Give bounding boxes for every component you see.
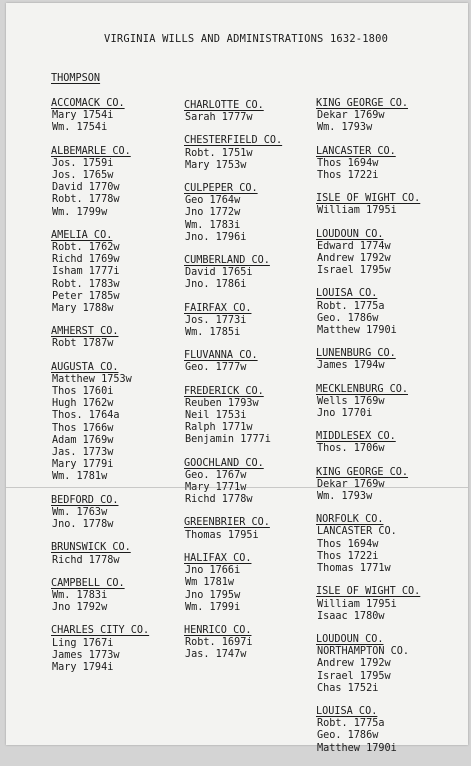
- record-entry: Robt. 1783w: [52, 278, 120, 290]
- county-block: [51, 542, 186, 566]
- record-entry: Richd 1769w: [52, 254, 120, 266]
- county-block: [184, 350, 319, 374]
- record-entry: Jno 1792w: [52, 602, 108, 614]
- county-name: CULPEPER CO.: [184, 183, 258, 195]
- record-entry: Mary 1779i: [52, 459, 114, 471]
- county-name: AUGUSTA CO.: [51, 361, 119, 373]
- record-entry: Wm. 1754i: [52, 122, 108, 134]
- record-entry: Robt 1787w: [52, 338, 114, 350]
- county-block: [184, 458, 319, 507]
- county-name: FAIRFAX CO.: [184, 302, 252, 314]
- record-entry: Thos. 1764a: [52, 410, 120, 422]
- record-entry: Wm. 1785i: [185, 327, 241, 339]
- county-block: [51, 495, 186, 532]
- county-block: [184, 100, 319, 124]
- county-name: AMHERST CO.: [51, 326, 119, 338]
- county-name: CHESTERFIELD CO.: [184, 135, 283, 147]
- county-name: BEDFORD CO.: [51, 494, 119, 506]
- county-name: KING GEORGE CO.: [316, 98, 409, 109]
- county-block: [316, 229, 451, 278]
- county-name: HENRICO CO.: [184, 624, 252, 636]
- county-name: ALBEMARLE CO.: [51, 145, 131, 157]
- record-entry: Robt. 1778w: [52, 194, 120, 206]
- county-name: MIDDLESEX CO.: [316, 431, 396, 443]
- record-entry: LANCASTER CO.: [317, 526, 397, 538]
- county-name: MECKLENBURG CO.: [316, 383, 409, 395]
- county-name: LOUISA CO.: [316, 288, 378, 300]
- column-3: [316, 98, 451, 766]
- record-entry: Thos 1722i: [317, 550, 379, 562]
- record-entry: Edward 1774w: [317, 240, 391, 252]
- record-entry: Israel 1795w: [317, 265, 391, 277]
- record-entry: Jno. 1786i: [185, 279, 247, 291]
- record-entry: Wells 1769w: [317, 395, 385, 407]
- county-name: LANCASTER CO.: [316, 145, 396, 157]
- record-entry: David 1765i: [185, 267, 253, 279]
- record-entry: Geo. 1786w: [317, 730, 379, 742]
- document-page: [6, 3, 468, 754]
- record-entry: Thos 1760i: [52, 386, 114, 398]
- record-entry: Jno. 1778w: [52, 519, 114, 531]
- record-entry: Chas 1752i: [317, 682, 379, 694]
- record-entry: Jas. 1773w: [52, 447, 114, 459]
- county-name: GOOCHLAND CO.: [184, 457, 264, 469]
- county-block: [184, 553, 319, 614]
- county-block: [184, 303, 319, 340]
- record-entry: Andrew 1792w: [317, 658, 391, 670]
- record-entry: Jno. 1796i: [185, 231, 247, 243]
- record-entry: Benjamin 1777i: [185, 434, 271, 446]
- county-block: [316, 384, 451, 421]
- county-block: [51, 362, 186, 484]
- record-entry: Thomas 1771w: [317, 563, 391, 575]
- column-1: [51, 98, 186, 685]
- record-entry: Sarah 1777w: [185, 112, 253, 124]
- county-block: [51, 230, 186, 315]
- record-entry: Wm. 1781w: [52, 471, 108, 483]
- record-entry: Wm. 1763w: [52, 506, 108, 518]
- record-entry: Jas. 1747w: [185, 649, 247, 661]
- record-entry: Hugh 1762w: [52, 398, 114, 410]
- record-entry: Isham 1777i: [52, 266, 120, 278]
- page-title: VIRGINIA WILLS AND ADMINISTRATIONS 1632-1800: [104, 33, 389, 45]
- county-name: LOUDOUN CO.: [316, 228, 384, 240]
- county-name: ACCOMACK CO.: [51, 98, 125, 109]
- record-entry: Robt. 1697i: [185, 637, 253, 649]
- record-entry: Jos. 1773i: [185, 314, 247, 326]
- record-entry: David 1770w: [52, 182, 120, 194]
- record-entry: William 1795i: [317, 205, 397, 217]
- county-block: [316, 146, 451, 183]
- county-block: [316, 348, 451, 372]
- record-entry: Dekar 1769w: [317, 478, 385, 490]
- county-name: FREDERICK CO.: [184, 385, 264, 397]
- county-name: CUMBERLAND CO.: [184, 255, 270, 267]
- county-block: [316, 514, 451, 575]
- county-name: LOUDOUN CO.: [316, 633, 384, 645]
- record-entry: Wm. 1799w: [52, 206, 108, 218]
- column-2: [184, 100, 319, 673]
- county-block: [184, 255, 319, 292]
- record-entry: Richd 1778w: [52, 554, 120, 566]
- county-block: [184, 386, 319, 447]
- record-entry: Thos 1694w: [317, 157, 379, 169]
- record-entry: James 1794w: [317, 360, 385, 372]
- record-entry: Dekar 1769w: [317, 110, 385, 122]
- record-entry: Wm. 1799i: [185, 601, 241, 613]
- record-entry: Mary 1794i: [52, 661, 114, 673]
- county-name: BRUNSWICK CO.: [51, 542, 131, 554]
- record-entry: William 1795i: [317, 598, 397, 610]
- record-entry: Geo. 1767w: [185, 469, 247, 481]
- record-entry: Jno 1795w: [185, 589, 241, 601]
- record-entry: Thomas 1795i: [185, 529, 259, 541]
- record-entry: Matthew 1790i: [317, 742, 397, 754]
- county-block: [51, 98, 186, 135]
- record-entry: Robt. 1775a: [317, 718, 385, 730]
- county-block: [316, 98, 451, 135]
- record-entry: NORTHAMPTON CO.: [317, 646, 410, 658]
- record-entry: Ralph 1771w: [185, 422, 253, 434]
- record-entry: Geo. 1786w: [317, 312, 379, 324]
- county-block: [316, 288, 451, 337]
- county-block: [184, 517, 319, 541]
- county-block: [316, 431, 451, 455]
- record-entry: Adam 1769w: [52, 434, 114, 446]
- county-block: [51, 326, 186, 350]
- record-entry: Mary 1788w: [52, 303, 114, 315]
- county-block: [184, 183, 319, 244]
- record-entry: James 1773w: [52, 649, 120, 661]
- county-block: [184, 135, 319, 172]
- record-entry: Mary 1771w: [185, 482, 247, 494]
- record-entry: Robt. 1775a: [317, 300, 385, 312]
- record-entry: Andrew 1792w: [317, 253, 391, 265]
- county-name: CAMPBELL CO.: [51, 577, 125, 589]
- county-name: NORFOLK CO.: [316, 514, 384, 526]
- county-block: [316, 634, 451, 695]
- county-block: [51, 578, 186, 615]
- record-entry: Ling 1767i: [52, 637, 114, 649]
- county-block: [51, 146, 186, 219]
- county-name: LUNENBURG CO.: [316, 348, 396, 360]
- record-entry: Robt. 1762w: [52, 242, 120, 254]
- record-entry: Wm. 1793w: [317, 491, 373, 503]
- county-name: LOUISA CO.: [316, 705, 378, 717]
- county-name: GREENBRIER CO.: [184, 517, 270, 529]
- record-entry: Wm. 1793w: [317, 122, 373, 134]
- record-entry: Wm. 1783i: [185, 219, 241, 231]
- county-name: CHARLOTTE CO.: [184, 100, 264, 111]
- record-entry: Reuben 1793w: [185, 397, 259, 409]
- record-entry: Jos. 1765w: [52, 170, 114, 182]
- record-entry: Israel 1795w: [317, 670, 391, 682]
- record-entry: Thos 1766w: [52, 422, 114, 434]
- record-entry: Neil 1753i: [185, 410, 247, 422]
- record-entry: Thos 1694w: [317, 538, 379, 550]
- record-entry: Peter 1785w: [52, 290, 120, 302]
- record-entry: Geo 1764w: [185, 195, 241, 207]
- record-entry: Mary 1754i: [52, 110, 114, 122]
- county-name: KING GEORGE CO.: [316, 466, 409, 478]
- record-entry: Jos. 1759i: [52, 157, 114, 169]
- record-entry: Richd 1778w: [185, 494, 253, 506]
- record-entry: Geo. 1777w: [185, 362, 247, 374]
- county-name: HALIFAX CO.: [184, 552, 252, 564]
- county-block: [316, 706, 451, 755]
- record-entry: Matthew 1790i: [317, 325, 397, 337]
- record-entry: Matthew 1753w: [52, 373, 132, 385]
- county-block: [316, 467, 451, 504]
- county-block: [316, 193, 451, 217]
- record-entry: Robt. 1751w: [185, 147, 253, 159]
- county-name: FLUVANNA CO.: [184, 350, 258, 362]
- record-entry: Thos 1722i: [317, 170, 379, 182]
- record-entry: Isaac 1780w: [317, 610, 385, 622]
- county-block: [184, 625, 319, 662]
- county-name: ISLE OF WIGHT CO.: [316, 586, 421, 598]
- record-entry: Wm 1781w: [185, 577, 235, 589]
- record-entry: Jno 1766i: [185, 565, 241, 577]
- surname-heading: THOMPSON: [51, 73, 101, 84]
- fold-line: [6, 487, 468, 488]
- record-entry: Jno 1772w: [185, 207, 241, 219]
- county-block: [316, 586, 451, 623]
- record-entry: Thos. 1706w: [317, 443, 385, 455]
- county-name: AMELIA CO.: [51, 229, 113, 241]
- record-entry: Jno 1770i: [317, 408, 373, 420]
- county-block: [51, 625, 186, 674]
- county-name: CHARLES CITY CO.: [51, 625, 150, 637]
- record-entry: Wm. 1783i: [52, 589, 108, 601]
- county-name: ISLE OF WIGHT CO.: [316, 193, 421, 205]
- record-entry: Mary 1753w: [185, 159, 247, 171]
